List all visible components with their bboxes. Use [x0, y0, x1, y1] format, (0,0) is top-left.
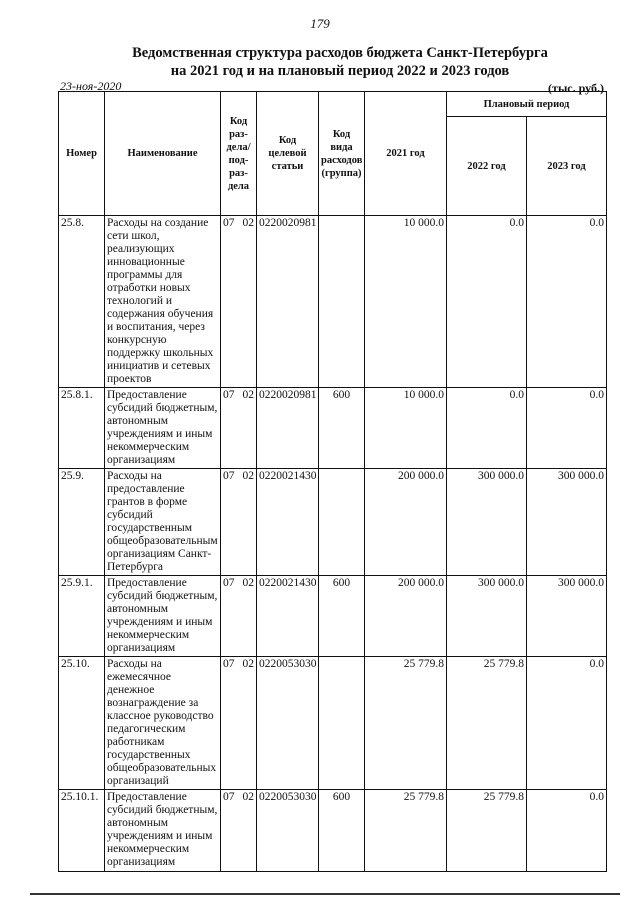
- header-planned: Плановый период: [447, 92, 607, 117]
- subsection-code: 02: [242, 791, 254, 803]
- table-row: [59, 576, 607, 657]
- row-2022: 0.0: [447, 216, 527, 388]
- row-number: 25.9.: [59, 469, 105, 576]
- budget-table: [58, 91, 607, 872]
- row-section: [221, 657, 257, 790]
- row-kind: [319, 216, 365, 388]
- row-target: 0220053030: [257, 657, 319, 790]
- row-2021: 10 000.0: [365, 216, 447, 388]
- row-section: [221, 469, 257, 576]
- header-name: Наименование: [105, 92, 221, 216]
- row-target: 0220053030: [257, 790, 319, 872]
- section-code: 07: [223, 217, 235, 229]
- title-line-1: Ведомственная структура расходов бюджета Санкт-Петербурга: [132, 45, 548, 61]
- header-target: Код целевой статьи: [257, 92, 319, 216]
- row-target: 0220021430: [257, 469, 319, 576]
- row-2022: 0.0: [447, 388, 527, 469]
- row-2021: 25 779.8: [365, 790, 447, 872]
- row-target: 0220021430: [257, 576, 319, 657]
- row-kind: 600: [319, 790, 365, 872]
- subsection-code: 02: [242, 470, 254, 482]
- footer-line: [30, 893, 620, 895]
- row-2023: 0.0: [527, 216, 607, 388]
- section-code: 07: [223, 577, 235, 589]
- row-2023: 300 000.0: [527, 469, 607, 576]
- row-2022: 300 000.0: [447, 576, 527, 657]
- table-row: [59, 388, 607, 469]
- table-row: [59, 216, 607, 388]
- row-kind: [319, 469, 365, 576]
- table-row: [59, 657, 607, 790]
- row-2023: 0.0: [527, 657, 607, 790]
- section-code: 07: [223, 791, 235, 803]
- document-date: 23-ноя-2020: [60, 79, 122, 93]
- row-2023: 300 000.0: [527, 576, 607, 657]
- row-number: 25.10.1.: [59, 790, 105, 872]
- table-row: [59, 469, 607, 576]
- row-2021: 200 000.0: [365, 469, 447, 576]
- row-section: [221, 576, 257, 657]
- unit-label: (тыс. руб.): [548, 81, 604, 95]
- row-number: 25.9.1.: [59, 576, 105, 657]
- document-title: [60, 44, 620, 80]
- subsection-code: 02: [242, 217, 254, 229]
- row-name: Расходы на предоставление грантов в форме субсидий государственным общеобразовательным организациям Санкт-Петербурга: [105, 469, 221, 576]
- subsection-code: 02: [242, 577, 254, 589]
- row-target: 0220020981: [257, 216, 319, 388]
- row-target: 0220020981: [257, 388, 319, 469]
- row-2022: 25 779.8: [447, 790, 527, 872]
- header-2022: 2022 год: [447, 117, 527, 216]
- header-2021: 2021 год: [365, 92, 447, 216]
- subsection-code: 02: [242, 389, 254, 401]
- row-kind: [319, 657, 365, 790]
- subsection-code: 02: [242, 658, 254, 670]
- row-2023: 0.0: [527, 790, 607, 872]
- row-kind: 600: [319, 388, 365, 469]
- row-section: [221, 216, 257, 388]
- row-name: Предоставление субсидий бюджетным, автономным учреждениям и иным некоммерческим организациям: [105, 576, 221, 657]
- row-section: [221, 790, 257, 872]
- section-code: 07: [223, 658, 235, 670]
- section-code: 07: [223, 389, 235, 401]
- row-2021: 25 779.8: [365, 657, 447, 790]
- row-2022: 300 000.0: [447, 469, 527, 576]
- page-number: 179: [310, 16, 330, 31]
- row-number: 25.8.: [59, 216, 105, 388]
- title-line-2: на 2021 год и на плановый период 2022 и 2023 годов: [170, 63, 510, 79]
- row-2021: 10 000.0: [365, 388, 447, 469]
- row-2022: 25 779.8: [447, 657, 527, 790]
- row-name: Предоставление субсидий бюджетным, автономным учреждениям и иным некоммерческим организациям: [105, 388, 221, 469]
- section-code: 07: [223, 470, 235, 482]
- row-2021: 200 000.0: [365, 576, 447, 657]
- header-kind: Код вида расходов (группа): [319, 92, 365, 216]
- header-2023: 2023 год: [527, 117, 607, 216]
- row-number: 25.8.1.: [59, 388, 105, 469]
- row-name: Предоставление субсидий бюджетным, автономным учреждениям и иным некоммерческим организациям: [105, 790, 221, 872]
- row-kind: 600: [319, 576, 365, 657]
- header-number: Номер: [59, 92, 105, 216]
- header-section: Код раз-дела/ под-раз-дела: [221, 92, 257, 216]
- row-number: 25.10.: [59, 657, 105, 790]
- row-name: Расходы на создание сети школ, реализующих инновационные программы для отработки новых технологий и содержания обучения и воспитания, через конкурсную поддержку школьных инициатив и сетевых проектов: [105, 216, 221, 388]
- row-name: Расходы на ежемесячное денежное вознаграждение за классное руководство педагогическим работникам государственных общеобразовательных организаций: [105, 657, 221, 790]
- table-row: [59, 790, 607, 872]
- row-section: [221, 388, 257, 469]
- row-2023: 0.0: [527, 388, 607, 469]
